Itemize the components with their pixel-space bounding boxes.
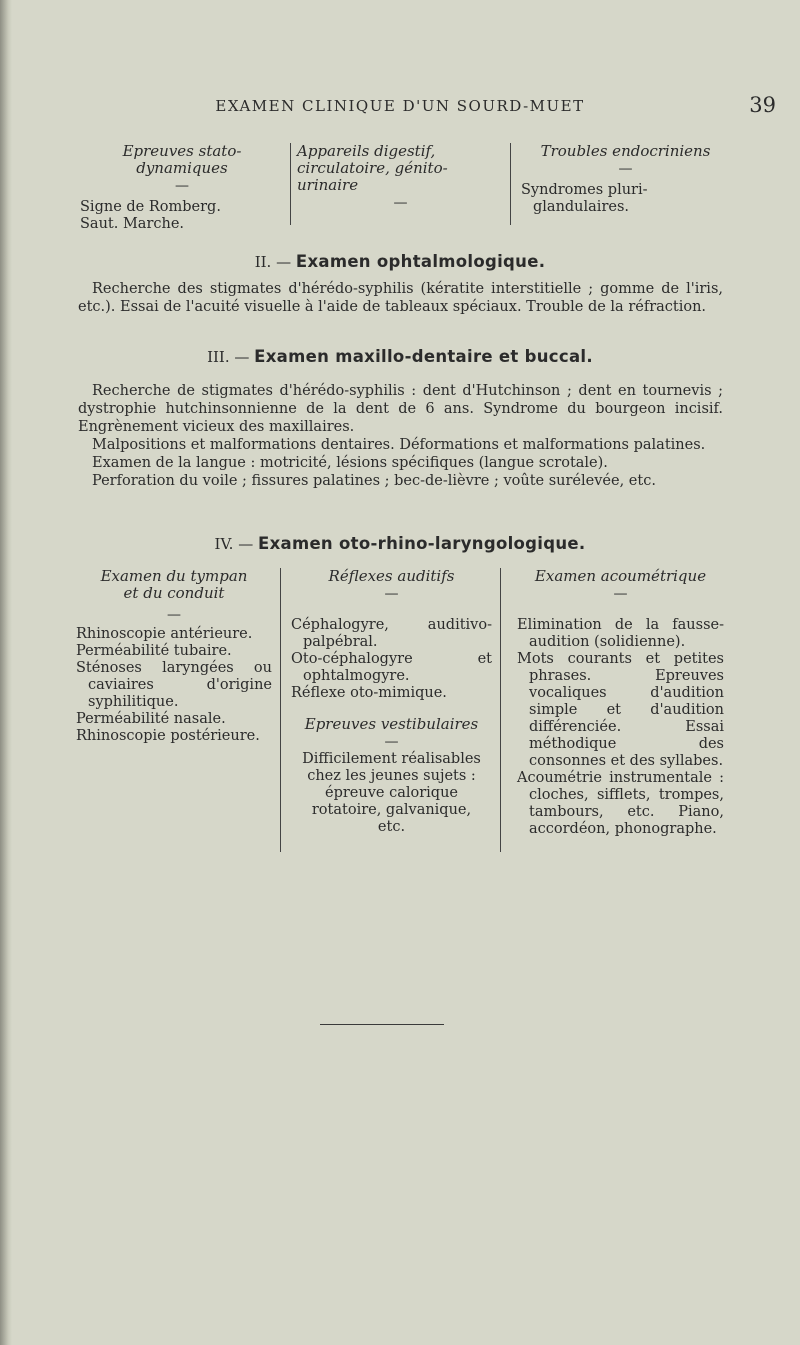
column-dash: —	[618, 161, 633, 177]
column-heading: Appareils digestif, circulatoire, génito-urinaire	[297, 142, 448, 194]
section-title: Examen ophtalmologique.	[295, 252, 546, 271]
paragraph: Examen de la langue : motricité, lésions spécifiques (langue scrotale).	[92, 455, 608, 471]
section-iii-text	[78, 382, 723, 490]
list-item: Sténoses laryngées ou caviaires d'origine syphilitique.	[76, 660, 272, 710]
section-number: III. —	[207, 348, 250, 366]
oto-columns	[76, 568, 724, 852]
section-title: Examen oto-rhino-laryngologique.	[258, 534, 586, 553]
top-columns	[80, 142, 730, 232]
section-number: IV. —	[214, 535, 254, 553]
column-dash: —	[384, 586, 399, 602]
page-spine-shadow	[0, 0, 12, 1345]
column-subheading: Epreuves vestibulaires	[304, 715, 479, 733]
section-iv-heading	[0, 534, 800, 553]
list-item: Oto-céphalogyre et ophtalmogyre.	[291, 651, 492, 684]
paragraph: Recherche de stigmates d'hérédo-syphilis : dent d'Hutchinson ; dent en tournevis ; dystrophie hutchinsonnienne de la dent de 6 ans. Syndrome du bourgeon incisif. Engrènement vicieux des maxillaires.	[78, 383, 723, 435]
column-heading: Examen du tympan et du conduit	[100, 567, 248, 602]
list-item: Syndromes pluri-glandulaires.	[521, 182, 648, 215]
section-ii-text	[78, 280, 723, 316]
section-iii-heading	[0, 347, 800, 366]
column-heading: Troubles endocriniens	[540, 142, 711, 160]
section-number: II. —	[254, 253, 292, 271]
list-item: Signe de Romberg.	[80, 199, 221, 215]
list-item: Rhinoscopie antérieure.	[76, 626, 253, 642]
list-item: Acoumétrie instrumentale : cloches, sifflets, trompes, tambours, etc. Piano, accordéon, phonographe.	[517, 770, 724, 837]
column-tympan	[76, 568, 280, 852]
list-item: Perméabilité nasale.	[76, 711, 226, 727]
column-dash: —	[167, 607, 181, 623]
page-number: 39	[749, 93, 776, 117]
column-endocriniens	[510, 143, 730, 225]
list-item: Saut. Marche.	[80, 216, 185, 232]
list-item: Perméabilité tubaire.	[76, 643, 232, 659]
column-dash: —	[175, 178, 189, 194]
list-item: Rhinoscopie postérieure.	[76, 728, 260, 744]
paragraph: Perforation du voile ; fissures palatines ; bec-de-lièvre ; voûte surélevée, etc.	[92, 473, 656, 489]
paragraph: Malpositions et malformations dentaires. Déformations et malformations palatines.	[92, 437, 706, 453]
column-stato-dynamiques	[80, 142, 290, 232]
section-title: Examen maxillo-dentaire et buccal.	[254, 347, 593, 366]
running-title: EXAMEN CLINIQUE D'UN SOURD-MUET	[215, 97, 585, 115]
closing-rule	[320, 1024, 444, 1025]
list-item: Difficilement réalisables chez les jeunes sujets : épreuve calorique rotatoire, galvanique, etc.	[302, 751, 481, 835]
running-header	[0, 93, 800, 121]
column-heading: Examen acoumétrique	[534, 567, 707, 585]
column-acoumetrique	[500, 568, 724, 852]
list-item: Céphalogyre, auditivo-palpébral.	[291, 617, 492, 650]
column-heading: Réflexes auditifs	[328, 567, 455, 585]
section-ii-heading	[0, 252, 800, 271]
column-dash: —	[384, 734, 399, 750]
column-dash: —	[613, 586, 628, 602]
column-dash: —	[393, 195, 408, 211]
column-appareils	[290, 143, 510, 225]
column-reflexes	[280, 568, 500, 852]
list-item: Mots courants et petites phrases. Epreuves vocaliques d'audition simple et d'audition différenciée. Essai méthodique des consonnes et des syllabes.	[517, 651, 724, 769]
paragraph: Recherche des stigmates d'hérédo-syphilis (kératite interstitielle ; gomme de l'iris, etc.). Essai de l'acuité visuelle à l'aide de tableaux spéciaux. Trouble de la réfraction.	[78, 281, 723, 315]
column-heading: Epreuves stato-dynamiques	[122, 142, 242, 177]
list-item: Elimination de la fausse-audition (solidienne).	[517, 617, 724, 650]
list-item: Réflexe oto-mimique.	[291, 685, 447, 701]
